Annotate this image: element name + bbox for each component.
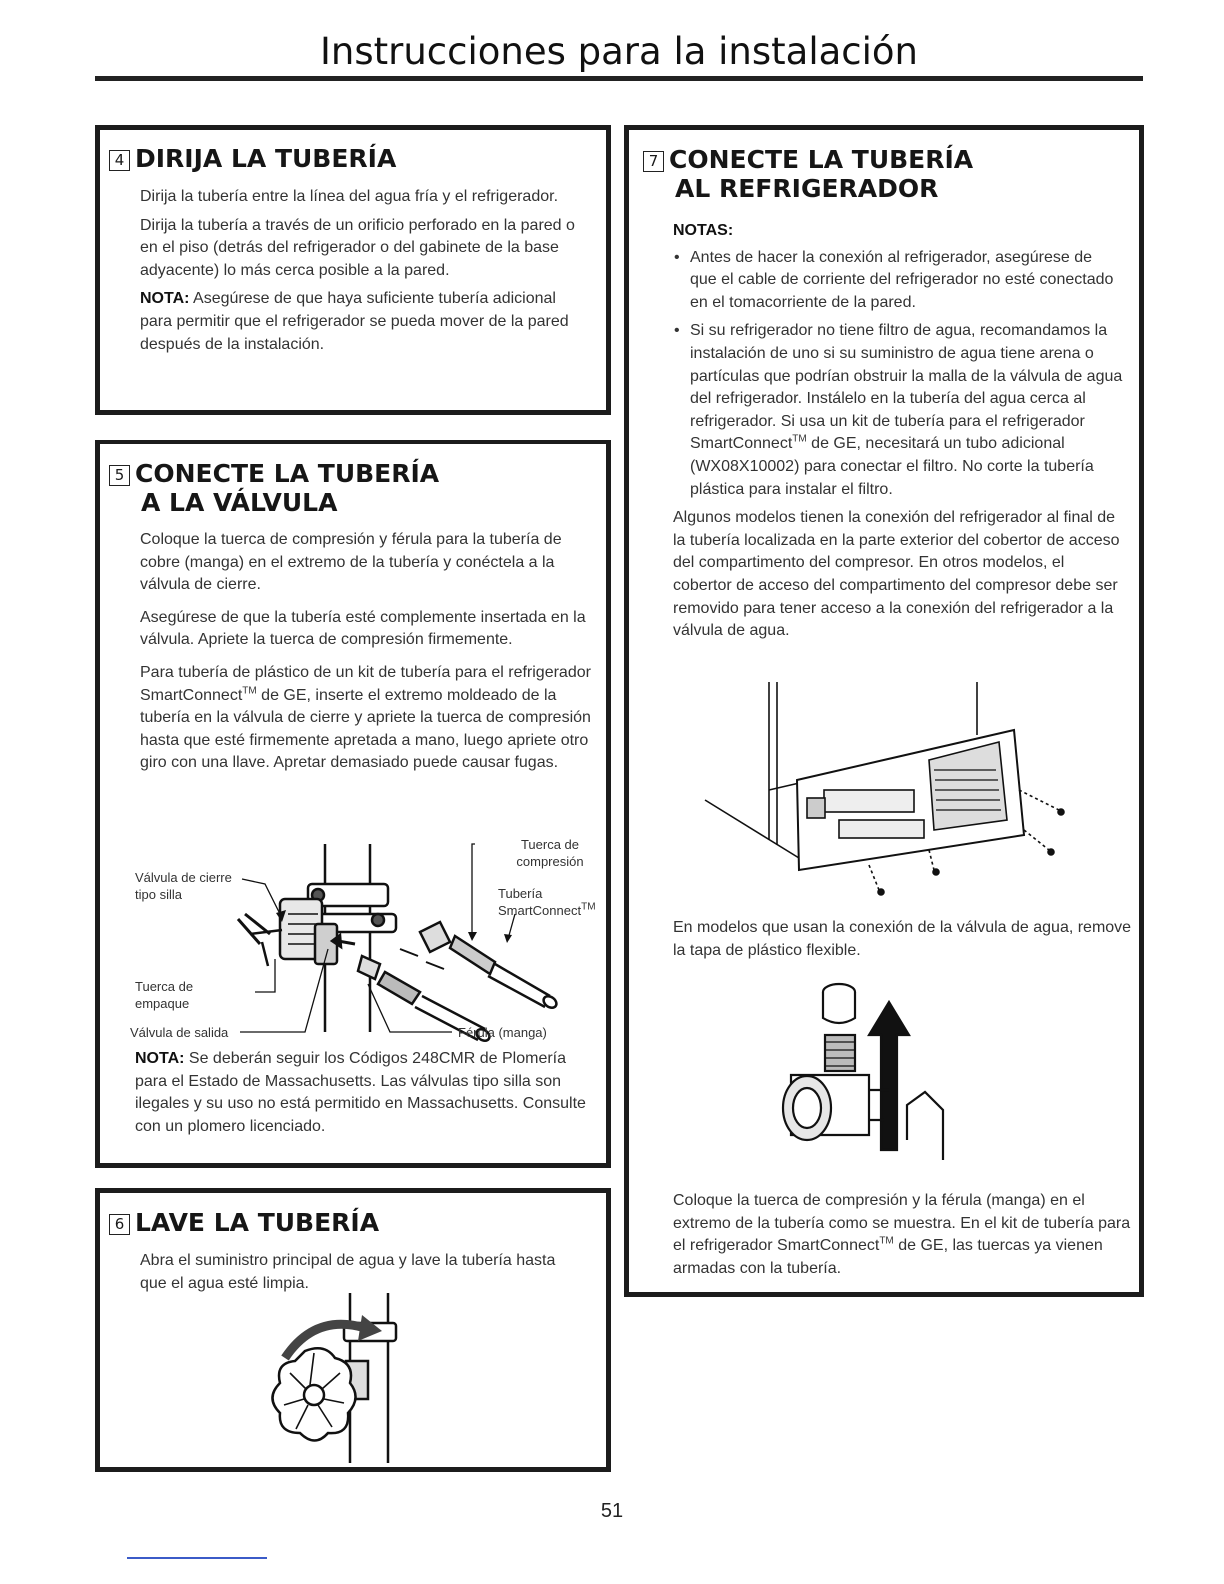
step-7-paragraph-3-b: de GE, las tuercas ya vienen armadas con la tubería. [673,1237,1103,1277]
label-ferrule: Férula (manga) [458,1025,547,1040]
note-bullet-2-a: Si su refrigerador no tiene filtro de agua, recomandamos la instalación de uno si su suministro de agua tiene arena o partículas que podrían obstruir la malla de la válvula de agua del refrigerador. Instálelo en la tubería del agua cerca al refrigerador. Si usa un kit de tubería para el refrigerador SmartConnect [690,322,1123,453]
step-5-title-line-1: CONECTE LA TUBERÍA [135,459,440,488]
valve-handle-illustration [100,1193,616,1477]
step-5-panel [95,440,611,1168]
title-rule [95,76,1143,81]
step-5-paragraph-3-a: Para tubería de plástico de un kit de tubería para el refrigerador SmartConnect [140,663,591,704]
step-5-paragraph-3-b: de GE, inserte el extremo moldeado de la tubería en la válvula de cierre y apriete la tuerca de compresión hasta que esté firmemente apretada a mano, luego apriete otro giro con una llave. Apretar demasiado puede causar fugas. [140,686,591,772]
step-5-number: 5 [109,465,130,486]
step-7-title-line-2: AL REFRIGERADOR [675,174,939,203]
footer-line [127,1557,267,1559]
note-bullet-1: • Antes de hacer la conexión al refrigerador, asegúrese de que el cable de corriente del refrigerador no esté conectado en el tomacorriente de la pared. [673,247,1123,315]
label-compression-nut: Tuerca de compresión [516,837,584,869]
step-7-paragraph-1: Algunos modelos tienen la conexión del refrigerador al final de la tubería localizada en la parte exterior del cobertor de acceso del compartimento del compresor. En otros modelos, el cobertor de acceso del compartimento del compresor debe ser removido para tener acceso a la conexión del refrigerador a la válvula de agua. [673,509,1120,640]
note-text: Asegúrese de que haya suficiente tubería adicional para permitir que el refrigerador se pueda mover de la pared después de la instalación. [140,290,569,353]
page-number: 51 [600,1500,624,1522]
step-4-note [140,288,585,356]
trademark-mark: TM [879,1235,894,1247]
step-6-paragraph-1: Abra el suministro principal de agua y lave la tubería hasta que el agua esté limpia. [140,1252,556,1292]
step-7-paragraph-2: En modelos que usan la conexión de la válvula de agua, remove la tapa de plástico flexible. [673,919,1132,959]
trademark-mark: TM [792,434,807,446]
step-4-title: DIRIJA LA TUBERÍA [135,144,397,173]
note-label: NOTA: [140,290,190,308]
trademark-mark: TM [242,685,257,697]
step-7-panel [624,125,1144,1297]
trademark-mark: TM [581,901,596,913]
note-bullet-2-b: de GE, necesitará un tubo adicional (WX08X10002) para conectar el filtro. No corte la tubería plástica para instalar el filtro. [690,435,1094,498]
label-saddle-valve: Válvula de cierre tipo silla [135,870,232,902]
step-5-paragraph-2: Asegúrese de que la tubería esté complemente insertada en la válvula. Apriete la tuerca de compresión firmemente. [140,608,586,649]
step-6-title: LAVE LA TUBERÍA [135,1208,380,1237]
note-text: Se deberán seguir los Códigos 248CMR de Plomería para el Estado de Massachusetts. Las válvulas tipo silla son ilegales y su uso no está permitido en Massachusetts. Consulte con un plomero licenciado. [135,1050,586,1135]
label-tubing [498,885,618,919]
note-label: NOTA: [135,1050,185,1067]
step-7-paragraph-3-a: Coloque la tuerca de compresión y la férula (manga) en el extremo de la tubería como se muestra. En el kit de tubería para el refrigerador SmartConnect [673,1192,1131,1255]
step-6-number: 6 [109,1214,130,1235]
step-4-number: 4 [109,150,130,171]
label-packing-nut: Tuerca de empaque [135,979,194,1011]
step-7-title-line-1: CONECTE LA TUBERÍA [669,145,974,174]
step-5-title-line-2: A LA VÁLVULA [141,488,338,517]
step-4-paragraph-2: Dirija la tubería a través de un orificio perforado en la pared o en el piso (detrás del refrigerador o del gabinete de la base adyacente) lo más cerca posible a la pared. [140,216,575,279]
step-4-paragraph-1: Dirija la tubería entre la línea del agua fría y el refrigerador. [140,188,559,205]
label-outlet-valve: Válvula de salida [130,1025,229,1040]
page-title: Instrucciones para la instalación [319,30,919,73]
step-7-number: 7 [643,151,664,172]
step-5-paragraph-1: Coloque la tuerca de compresión y férula para la tubería de cobre (manga) en el extremo de la tubería y conéctela a la válvula de cierre. [140,531,562,594]
label-tubing-text: Tubería SmartConnect [498,886,582,918]
step-5-note [135,1048,590,1144]
step-4-body [140,186,585,362]
step-4-heading [109,144,396,173]
step-4-panel [95,125,611,415]
water-valve-cap-illustration [629,130,1149,1302]
step-6-panel [95,1188,611,1472]
step-7-paragraph-3 [673,1190,1133,1280]
notes-label: NOTAS: [673,222,734,239]
